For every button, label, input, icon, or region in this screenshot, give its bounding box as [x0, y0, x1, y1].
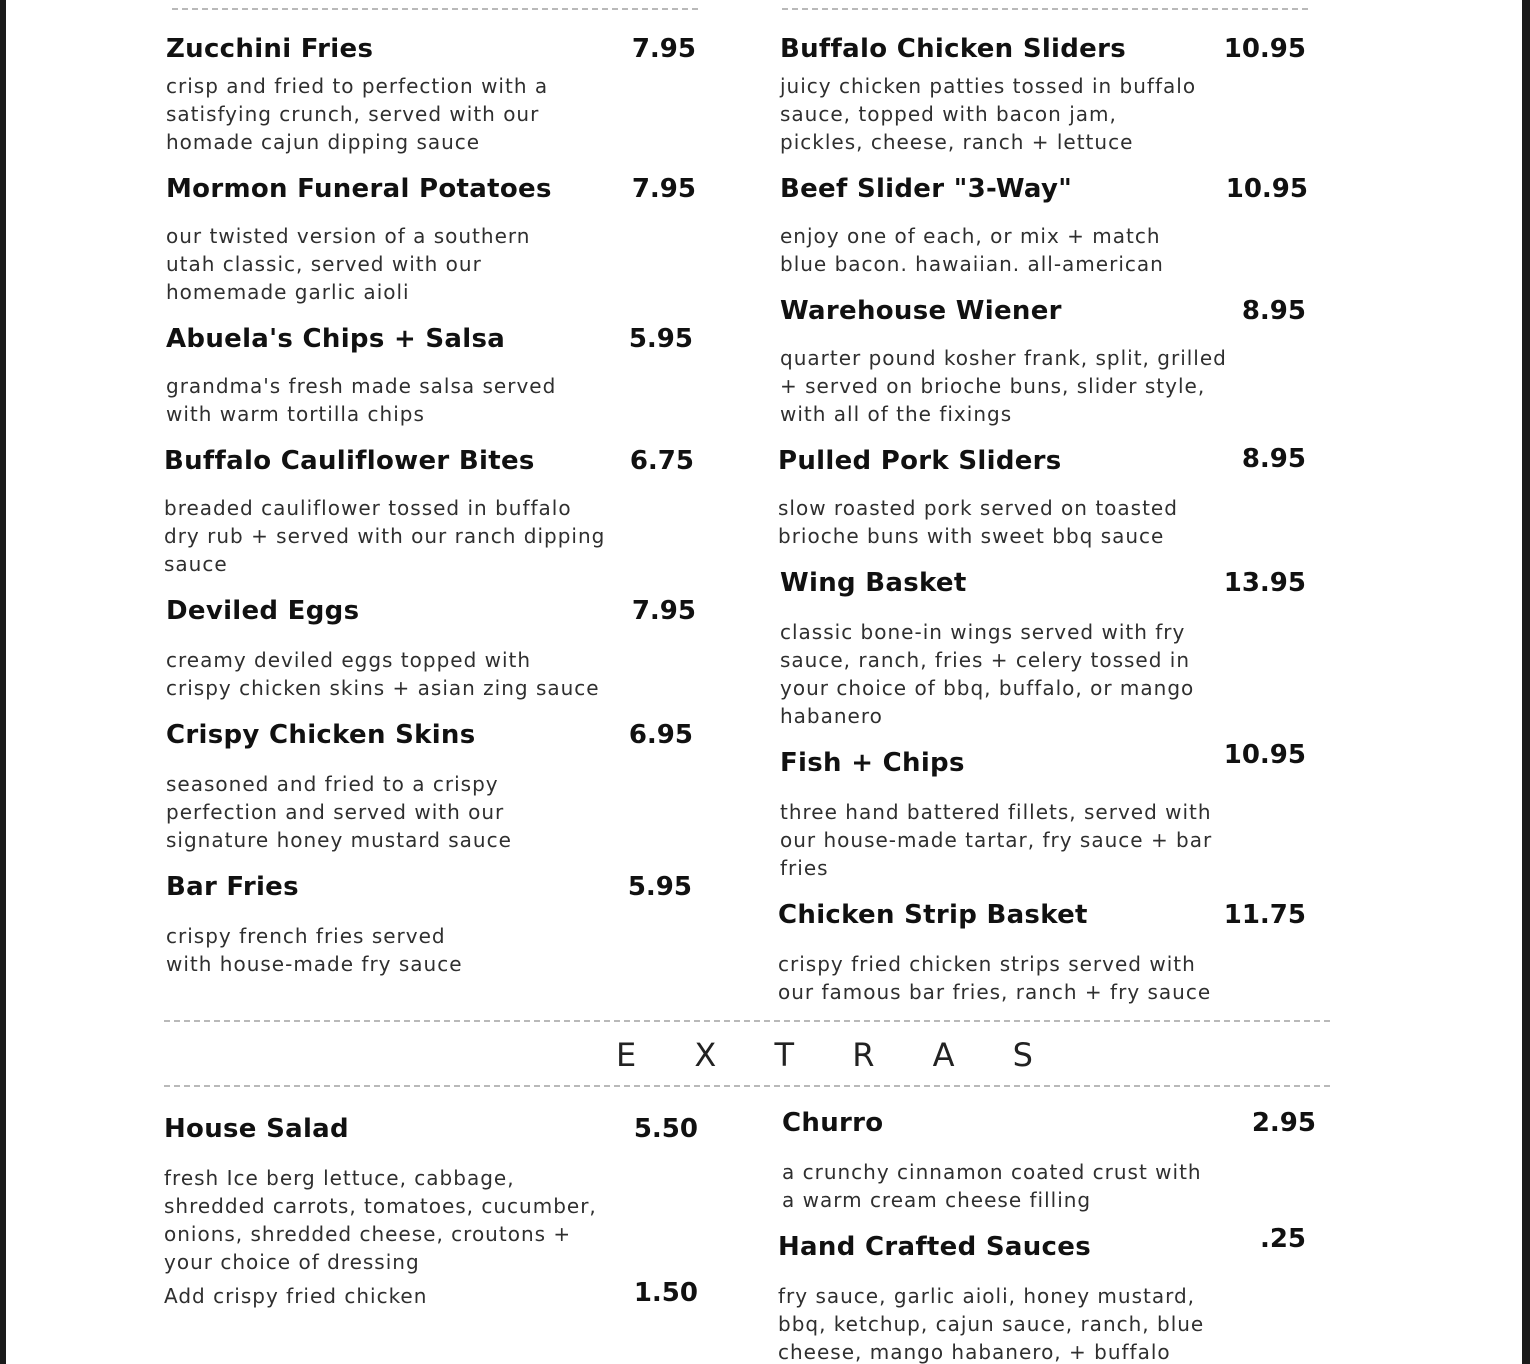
- menu-page: [6, 0, 1522, 1364]
- item-name: Hand Crafted Sauces: [778, 1232, 1091, 1262]
- item-description: creamy deviled eggs topped with crispy chicken skins + asian zing sauce: [166, 648, 600, 700]
- extras-heading: E X T R A S: [616, 1036, 1057, 1074]
- item-price: 7.95: [631, 34, 696, 64]
- item-name: Deviled Eggs: [166, 596, 360, 626]
- item-name: Pulled Pork Sliders: [778, 446, 1062, 476]
- add-on-row: [164, 1278, 698, 1312]
- item-description: classic bone-in wings served with fry sauce, ranch, fries + celery tossed in your choice of bbq, buffalo, or mango habanero: [780, 620, 1195, 728]
- item-price: 7.95: [631, 596, 696, 626]
- top-divider-left: [172, 8, 698, 10]
- item-description: our twisted version of a southern utah classic, served with our homemade garlic aioli: [166, 224, 531, 304]
- extras-divider-bottom: [164, 1085, 1330, 1087]
- item-price: 5.95: [628, 324, 693, 354]
- item-name: Warehouse Wiener: [780, 296, 1062, 326]
- item-name: Buffalo Chicken Sliders: [780, 34, 1127, 64]
- item-description: a crunchy cinnamon coated crust with a warm cream cheese filling: [782, 1160, 1202, 1212]
- item-price: 10.95: [1225, 174, 1308, 204]
- extras-divider-top: [164, 1020, 1330, 1022]
- item-name: Mormon Funeral Potatoes: [166, 174, 552, 204]
- item-price: 2.95: [1251, 1108, 1316, 1138]
- item-description: fry sauce, garlic aioli, honey mustard, bbq, ketchup, cajun sauce, ranch, blue cheese, mango habanero, + buffalo: [778, 1284, 1205, 1364]
- item-price: 8.95: [1241, 444, 1306, 474]
- item-description: crispy french fries served with house-made fry sauce: [166, 924, 463, 976]
- item-name: Buffalo Cauliflower Bites: [164, 446, 535, 476]
- item-description: grandma's fresh made salsa served with warm tortilla chips: [166, 374, 557, 426]
- item-name: Bar Fries: [166, 872, 299, 902]
- item-description: three hand battered fillets, served with our house-made tartar, fry sauce + bar fries: [780, 800, 1213, 880]
- item-description: slow roasted pork served on toasted brioche buns with sweet bbq sauce: [778, 496, 1178, 548]
- item-name: Beef Slider "3-Way": [780, 174, 1073, 204]
- item-price: 13.95: [1223, 568, 1306, 598]
- add-on-price: 1.50: [633, 1278, 698, 1308]
- item-price: 6.95: [628, 720, 693, 750]
- item-price: .25: [1259, 1224, 1306, 1254]
- item-price: 5.95: [627, 872, 692, 902]
- item-name: Wing Basket: [780, 568, 967, 598]
- item-price: 8.95: [1241, 296, 1306, 326]
- item-price: 10.95: [1223, 34, 1306, 64]
- item-name: Fish + Chips: [780, 748, 965, 778]
- item-price: 10.95: [1223, 740, 1306, 770]
- item-price: 5.50: [633, 1114, 698, 1144]
- item-description: juicy chicken patties tossed in buffalo sauce, topped with bacon jam, pickles, cheese, ranch + lettuce: [780, 74, 1197, 154]
- item-name: Chicken Strip Basket: [778, 900, 1088, 930]
- item-name: Churro: [782, 1108, 884, 1138]
- item-price: 6.75: [629, 446, 694, 476]
- item-description: quarter pound kosher frank, split, grilled + served on brioche buns, slider style, with all of the fixings: [780, 346, 1227, 426]
- item-description: breaded cauliflower tossed in buffalo dry rub + served with our ranch dipping sauce: [164, 496, 606, 576]
- item-description: enjoy one of each, or mix + match blue bacon. hawaiian. all-american: [780, 224, 1164, 276]
- item-price: 11.75: [1223, 900, 1306, 930]
- item-price: 7.95: [631, 174, 696, 204]
- item-name: Zucchini Fries: [166, 34, 374, 64]
- item-name: House Salad: [164, 1114, 349, 1144]
- item-name: Crispy Chicken Skins: [166, 720, 476, 750]
- item-description: fresh Ice berg lettuce, cabbage, shredded carrots, tomatoes, cucumber, onions, shredded cheese, croutons + your choice of dressing: [164, 1166, 597, 1274]
- add-on-label: Add crispy fried chicken: [164, 1284, 428, 1308]
- item-description: crisp and fried to perfection with a satisfying crunch, served with our homade cajun dipping sauce: [166, 74, 549, 154]
- top-divider-right: [782, 8, 1308, 10]
- item-name: Abuela's Chips + Salsa: [166, 324, 506, 354]
- item-description: seasoned and fried to a crispy perfection and served with our signature honey mustard sauce: [166, 772, 512, 852]
- item-description: crispy fried chicken strips served with our famous bar fries, ranch + fry sauce: [778, 952, 1212, 1004]
